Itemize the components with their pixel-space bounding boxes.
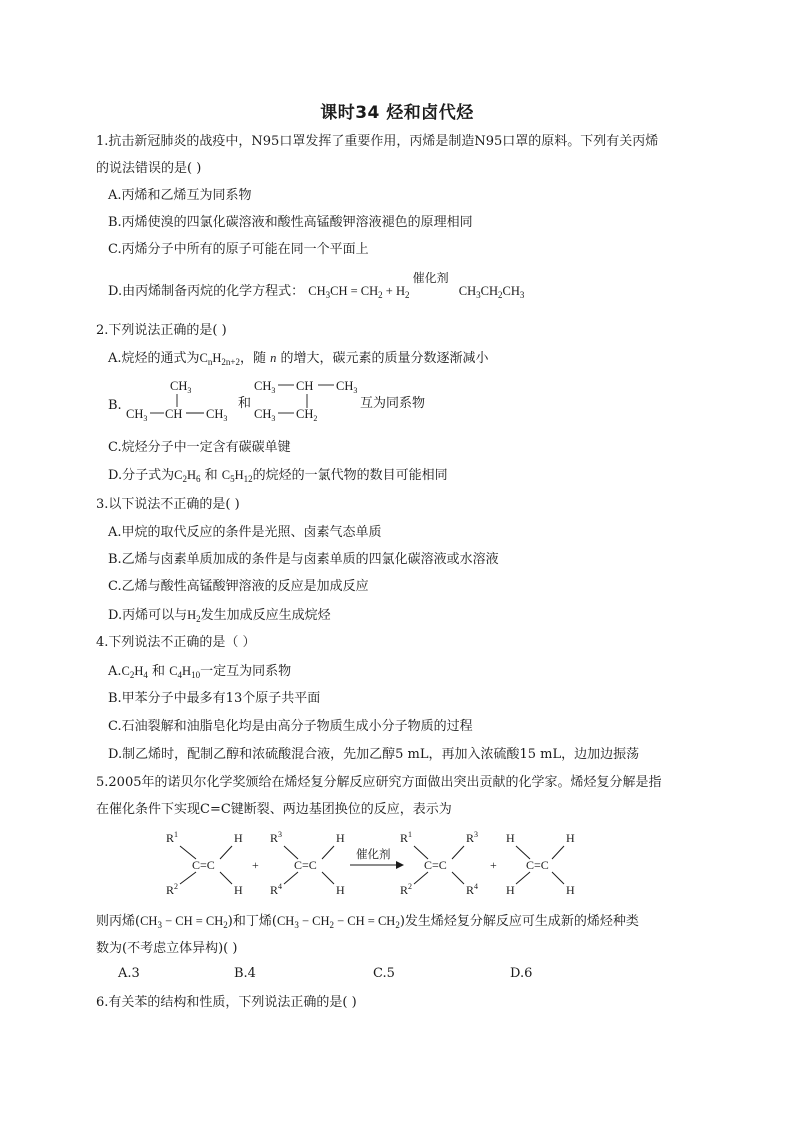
- p2-bond-br: [552, 872, 564, 884]
- q5-choice-a: A.3: [118, 966, 140, 981]
- q3-option-d: [108, 606, 331, 625]
- struct-a-ch3-left: $CH_3$: [126, 407, 148, 423]
- p1-r4: $R^4$: [466, 882, 479, 897]
- q2-option-d: [108, 466, 448, 485]
- q2-option-d-and: 和: [204, 468, 218, 483]
- q3-option-a: A.甲烷的取代反应的条件是光照、卤素气态单质: [108, 525, 382, 540]
- q5-propene-formula: $CH_3$ − CH = $CH_2$: [140, 914, 228, 930]
- scheme-plus-1: +: [252, 858, 259, 872]
- p2-h-top-left: H: [506, 831, 515, 845]
- q4-option-a-suffix: 一定互为同系物: [200, 664, 292, 679]
- m2-r3: $R^3$: [270, 830, 283, 845]
- q5-stem-line1: 5.2005年的诺贝尔化学奖颁给在烯烃复分解反应研究方面做出突出贡献的化学家。烯烃复分解是指: [96, 775, 662, 790]
- q3-option-c: C.乙烯与酸性高锰酸钾溶液的反应是加成反应: [108, 579, 369, 594]
- q4-option-b: B.甲苯分子中最多有13个原子共平面: [108, 691, 321, 706]
- q1-equation-reactants: $CH_3CH = CH_2 + H_2$: [308, 284, 410, 300]
- struct-a-ch3-right: $CH_3$: [206, 407, 228, 423]
- q5-choice-b: B.4: [234, 966, 256, 981]
- q4-formula-c4h10: $C_4H_{10}$: [169, 664, 201, 680]
- p2-double-bond: C=C: [526, 858, 549, 872]
- q5-stem-line4: 数为(不考虑立体异构)( ): [96, 941, 238, 956]
- p2-bond-tr: [552, 846, 564, 859]
- q2-structural-formulas: [122, 374, 452, 430]
- q2-option-b-label: B.: [108, 398, 122, 413]
- m2-bond-r4: [284, 872, 298, 884]
- p1-bond-r4: [452, 872, 464, 884]
- q2-option-a-suffix: 的增大，碳元素的质量分数逐渐减小: [280, 351, 489, 366]
- q1-stem-line2: 的说法错误的是( ): [96, 161, 202, 176]
- q4-option-d: D.制乙烯时，配制乙醇和浓硫酸混合液，先加乙醇5 mL，再加入浓硫酸15 mL，边加边振荡: [108, 747, 640, 762]
- m1-double-bond: C=C: [192, 858, 215, 872]
- p1-double-bond: C=C: [424, 858, 447, 872]
- q2-formula-c2h6: $C_2H_6$: [174, 468, 201, 484]
- q1-option-c: C.丙烯分子中所有的原子可能在同一个平面上: [108, 242, 369, 257]
- m2-h-bottom: H: [336, 883, 345, 897]
- m1-bond-h-bottom: [220, 872, 232, 884]
- p2-bond-bl: [516, 872, 530, 884]
- q2-stem: 2.下列说法正确的是( ): [96, 323, 227, 338]
- struct-a-ch3-top: $CH_3$: [170, 379, 192, 395]
- p1-r1: $R^1$: [400, 830, 413, 845]
- q4-option-c: C.石油裂解和油脂皂化均是由高分子物质生成小分子物质的过程: [108, 719, 473, 734]
- m2-double-bond: C=C: [294, 858, 317, 872]
- q2-alkane-formula: $C_nH_{2n+2}$: [199, 351, 240, 367]
- struct-b-ch3-left: $CH_3$: [254, 379, 276, 395]
- q2-option-d-suffix: 的烷烃的一氯代物的数目可能相同: [252, 468, 448, 483]
- q2-variable-n: n: [270, 351, 277, 365]
- p2-h-top-right: H: [566, 831, 575, 845]
- p2-h-bottom-left: H: [506, 883, 515, 897]
- m1-bond-h-top: [220, 846, 232, 859]
- q2-option-a: [108, 349, 489, 368]
- q1-equation-product: $CH_3CH_2CH_3$: [458, 284, 525, 300]
- q3-option-d-prefix: D.丙烯可以与: [108, 608, 188, 623]
- q5-line3-part-b: )和丁烯(: [227, 914, 277, 929]
- q5-stem-line3: [96, 912, 639, 931]
- scheme-plus-2: +: [490, 858, 497, 872]
- q5-butene-formula: $CH_3 - CH_2$ − CH = $CH_2$: [276, 914, 400, 930]
- q2-option-a-prefix: A.烷烃的通式为: [108, 351, 200, 366]
- q1-option-b: B.丙烯使溴的四氯化碳溶液和酸性高锰酸钾溶液褪色的原理相同: [108, 215, 473, 230]
- q1-reaction-arrow: [412, 271, 455, 301]
- q4-option-a-prefix: A.: [108, 664, 122, 679]
- q2-option-b-and: 和: [238, 395, 252, 410]
- q1-stem-line1: 1.抗击新冠肺炎的战疫中，N95口罩发挥了重要作用，丙烯是制造N95口罩的原料。下列有关丙烯: [96, 134, 659, 149]
- q5-metathesis-scheme: [160, 826, 590, 900]
- q3-option-d-suffix: 发生加成反应生成烷烃: [200, 608, 331, 623]
- struct-b-ch-center: CH: [296, 379, 314, 393]
- q6-stem: 6.有关苯的结构和性质，下列说法正确的是( ): [96, 995, 357, 1010]
- q3-option-b: B.乙烯与卤素单质加成的条件是与卤素单质的四氯化碳溶液或水溶液: [108, 552, 499, 567]
- m1-r1: $R^1$: [166, 830, 179, 845]
- p2-h-bottom-right: H: [566, 883, 575, 897]
- q1-option-d: [108, 271, 525, 301]
- m2-r4: $R^4$: [270, 882, 283, 897]
- q3-formula-h2: $H_2$: [187, 608, 201, 624]
- page-title: 课时34 烃和卤代烃: [320, 103, 474, 123]
- q4-formula-c2h4: $C_2H_4$: [121, 664, 148, 680]
- scheme-arrow-head: [396, 861, 404, 869]
- q1-option-d-prefix: D.由丙烯制备丙烷的化学方程式：: [108, 284, 305, 299]
- q2-formula-c5h12: $C_5H_{12}$: [221, 468, 253, 484]
- struct-b-ch3-right: $CH_3$: [336, 379, 358, 395]
- struct-b-ch3-bottom: $CH_3$: [254, 407, 276, 423]
- m2-h-top: H: [336, 831, 345, 845]
- m2-bond-h-bottom: [322, 872, 334, 884]
- scheme-catalyst-label: 催化剂: [356, 849, 391, 861]
- q2-option-d-prefix: D.分子式为: [108, 468, 175, 483]
- m1-h-top: H: [234, 831, 243, 845]
- m1-bond-r2: [180, 872, 196, 884]
- q1-catalyst-label: 催化剂: [412, 271, 449, 285]
- q4-stem: 4.下列说法不正确的是（ ）: [96, 635, 256, 650]
- m1-h-bottom: H: [234, 883, 243, 897]
- q5-choice-c: C.5: [373, 966, 395, 981]
- q1-option-a: A.丙烯和乙烯互为同系物: [108, 188, 252, 203]
- q2-option-c: C.烷烃分子中一定含有碳碳单键: [108, 440, 291, 455]
- struct-a-ch-center: CH: [165, 407, 183, 421]
- struct-b-ch2: $CH_2$: [296, 407, 318, 423]
- q5-stem-line2: 在催化条件下实现C=C键断裂、两边基团换位的反应，表示为: [96, 802, 452, 817]
- q4-option-a: [108, 662, 291, 681]
- q5-line3-part-a: 则丙烯(: [96, 914, 141, 929]
- p1-r2: $R^2$: [400, 882, 413, 897]
- q2-option-a-mid: ，随: [239, 351, 266, 366]
- q5-line3-part-c: )发生烯烃复分解反应可生成新的烯烃种类: [399, 914, 639, 929]
- q3-stem: 3.以下说法不正确的是( ): [96, 497, 240, 512]
- q4-option-a-and: 和: [152, 664, 166, 679]
- q5-choice-d: D.6: [510, 966, 533, 981]
- p1-bond-r2: [414, 872, 428, 884]
- m1-r2: $R^2$: [166, 882, 179, 897]
- p1-r3: $R^3$: [466, 830, 479, 845]
- p1-bond-r3: [452, 846, 464, 859]
- m2-bond-h-top: [322, 846, 334, 859]
- q2-option-b-suffix: 互为同系物: [360, 395, 426, 410]
